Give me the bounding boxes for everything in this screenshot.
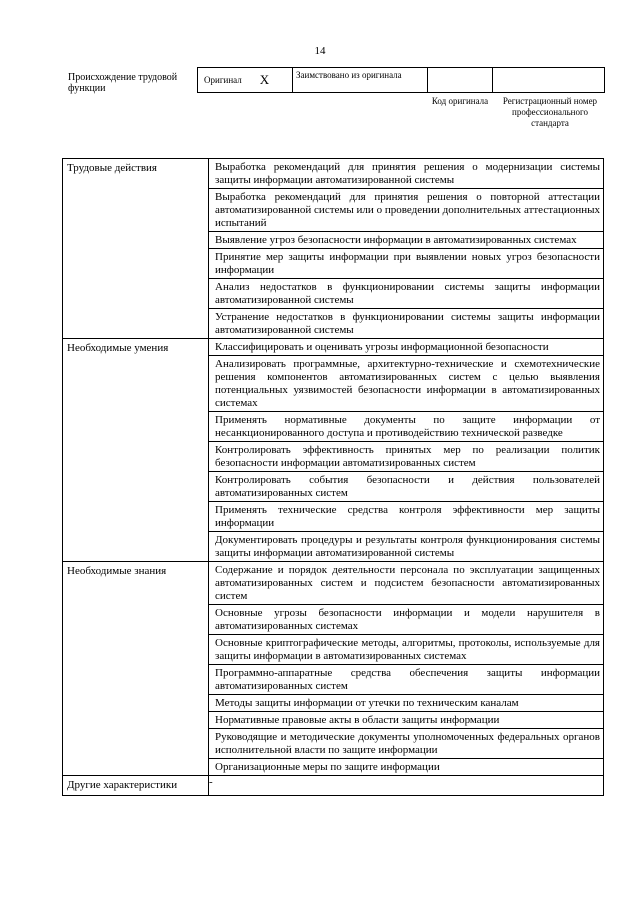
section-items xyxy=(209,562,604,776)
section-row xyxy=(63,776,604,796)
section-row xyxy=(63,159,604,339)
origin-box xyxy=(197,67,605,93)
origin-original-mark: X xyxy=(259,72,270,87)
list-item: Анализ недостатков в функционировании системы защиты информации автоматизированной системы xyxy=(209,279,603,309)
list-item: Применять нормативные документы по защите информации от несанкционированного доступа и противодействию технической разведке xyxy=(209,412,603,442)
list-item: Нормативные правовые акты в области защиты информации xyxy=(209,712,603,729)
list-item: Основные криптографические методы, алгоритмы, протоколы, используемые для защиты информации в автоматизированных системах xyxy=(209,635,603,665)
list-item: Документировать процедуры и результаты контроля функционирования системы защиты информации автоматизированной системы xyxy=(215,534,600,559)
list-item: Контролировать эффективность принятых мер по реализации политик безопасности информации автоматизированных систем xyxy=(209,442,603,472)
page-number: 14 xyxy=(314,45,326,57)
list-item: Содержание и порядок деятельности персонала по эксплуатации защищенных автоматизированных систем и подсистем безопасности автоматизированных систем xyxy=(209,562,603,605)
section-title: Необходимые умения xyxy=(63,339,209,562)
function-table xyxy=(62,158,604,796)
list-item: Основные угрозы безопасности информации и модели нарушителя в автоматизированных системах xyxy=(209,605,603,635)
code-caption: Код оригинала xyxy=(431,96,489,106)
list-item: Применять технические средства контроля эффективности мер защиты информации xyxy=(209,502,603,532)
other-value: - xyxy=(209,776,604,796)
section-title: Другие характеристики xyxy=(63,776,209,796)
section-row xyxy=(63,339,604,562)
registration-caption: Регистрационный номер профессионального стандарта xyxy=(502,96,598,128)
list-item: Руководящие и методические документы уполномоченных федеральных органов исполнительной власти по защите информации xyxy=(209,729,603,759)
list-item: Принятие мер защиты информации при выявлении новых угроз безопасности информации xyxy=(209,249,603,279)
section-items xyxy=(209,159,604,339)
section-items xyxy=(209,339,604,562)
list-item: Выработка рекомендаций для принятия решения о модернизации системы защиты информации автоматизированной системы xyxy=(209,159,603,189)
list-item: Анализировать программные, архитектурно-технические и схемотехнические решения компонентов автоматизированных систем с целью выявления потенциальных уязвимостей безопасности информации в автоматизированных системах xyxy=(209,356,603,412)
origin-registration-cell xyxy=(493,68,604,92)
list-item: Выработка рекомендаций для принятия решения о повторной аттестации автоматизированной системы или о проведении дополнительных аттестационных испытаний xyxy=(209,189,603,232)
list-item: Методы защиты информации от утечки по техническим каналам xyxy=(209,695,603,712)
list-item: Устранение недостатков в функционировании системы защиты информации автоматизированной системы xyxy=(215,311,600,336)
section-title: Необходимые знания xyxy=(63,562,209,776)
list-item: Контролировать события безопасности и действия пользователей автоматизированных систем xyxy=(209,472,603,502)
list-item: Выявление угроз безопасности информации в автоматизированных системах xyxy=(209,232,603,249)
origin-original-label: Оригинал xyxy=(204,75,242,85)
origin-borrowed-cell: Заимствовано из оригинала xyxy=(293,68,428,92)
origin-original-cell xyxy=(198,68,293,92)
origin-label: Происхождение трудовой функции xyxy=(68,72,178,94)
list-item: Организационные меры по защите информации xyxy=(215,761,440,773)
section-title: Трудовые действия xyxy=(63,159,209,339)
list-item: Программно-аппаратные средства обеспечения защиты информации автоматизированных систем xyxy=(209,665,603,695)
origin-code-cell xyxy=(428,68,493,92)
section-row xyxy=(63,562,604,776)
list-item: Классифицировать и оценивать угрозы информационной безопасности xyxy=(209,339,603,356)
